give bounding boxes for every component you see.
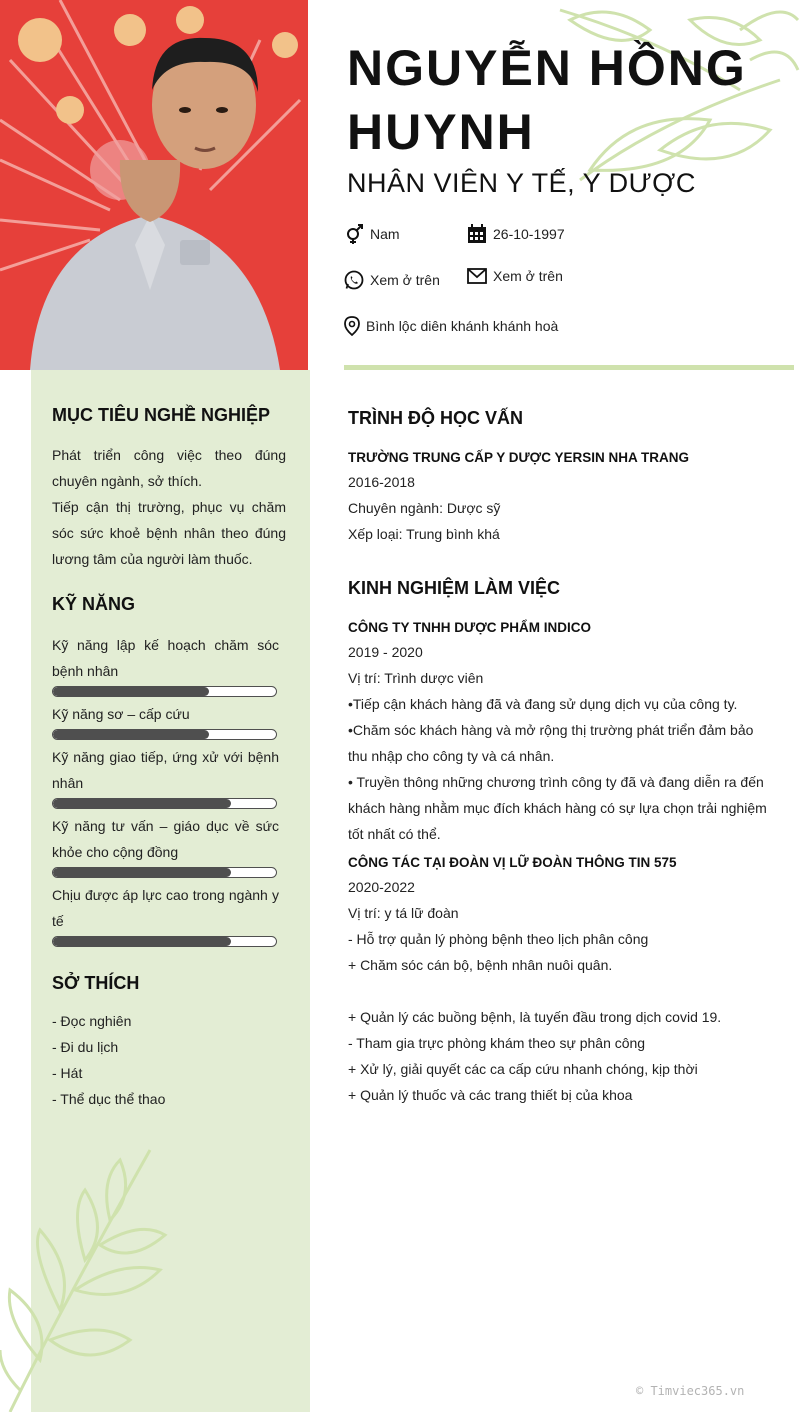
hobby-list [52, 1008, 165, 1112]
skill-bar [52, 798, 277, 809]
job-position: Vị trí: Trình dược viên [348, 670, 484, 686]
watermark: © Timviec365.vn [636, 1384, 745, 1398]
school-name: TRƯỜNG TRUNG CẤP Y DƯỢC YERSIN NHA TRANG [348, 450, 689, 465]
leaf-decoration-bottom-icon [0, 1140, 170, 1412]
objective-text [52, 442, 286, 572]
skill-label: Chịu được áp lực cao trong ngành y tế [52, 887, 279, 929]
job-duty: •Chăm sóc khách hàng và mở rộng thị trường phát triển đảm bảo [348, 722, 754, 738]
hobbies-heading: SỞ THÍCH [52, 973, 140, 993]
job-duty: thu nhập cho công ty và cá nhân. [348, 748, 555, 764]
job-duty: + Quản lý các buồng bệnh, là tuyến đầu trong dịch covid 19. [348, 1009, 722, 1025]
skill-item [52, 882, 279, 947]
skill-bar [52, 686, 277, 697]
skill-bar-fill [53, 937, 231, 946]
skill-bar [52, 729, 277, 740]
objective-line: Tiếp cận thị trường, phục vụ chăm sóc sức khoẻ bệnh nhân theo đúng lương tâm của người làm thuốc. [52, 499, 286, 567]
name-line-2: HUYNH [347, 104, 535, 160]
email-value: Xem ở trên [493, 268, 563, 284]
job-details [348, 874, 778, 1108]
objective-heading: MỤC TIÊU NGHỀ NGHIỆP [52, 405, 271, 425]
job-duty: tốt nhất có thể. [348, 826, 441, 842]
job-duty: - Hỗ trợ quản lý phòng bệnh theo lịch phân công [348, 931, 649, 947]
job-duty: + Chăm sóc cán bộ, bệnh nhân nuôi quân. [348, 957, 613, 973]
skill-item [52, 813, 279, 878]
hobby-item: - Đi du lịch [52, 1039, 119, 1055]
education-details [348, 469, 778, 547]
gender-info [344, 224, 400, 244]
birthdate-value: 26-10-1997 [493, 226, 565, 242]
email-info [467, 268, 563, 284]
hobby-item: - Hát [52, 1065, 83, 1081]
education-major: Chuyên ngành: Dược sỹ [348, 500, 501, 516]
hobby-item: - Thể dục thể thao [52, 1091, 166, 1107]
birthdate-info [467, 224, 565, 244]
job-duty: khách hàng nhằm mục đích khách hàng có sự lựa chọn trải nghiệm [348, 800, 767, 816]
skill-bar-fill [53, 868, 231, 877]
skill-bar-fill [53, 687, 209, 696]
job-duty: + Quản lý thuốc và các trang thiết bị của khoa [348, 1087, 633, 1103]
location-pin-icon [344, 316, 360, 336]
company-name: CÔNG TY TNHH DƯỢC PHẨM INDICO [348, 620, 591, 635]
skill-bar [52, 867, 277, 878]
mail-icon [467, 268, 487, 284]
whatsapp-icon [344, 270, 364, 290]
skills-heading: KỸ NĂNG [52, 594, 136, 614]
gender-icon [344, 224, 364, 244]
address-value: Bình lộc diên khánh khánh hoà [366, 318, 559, 334]
skill-label: Kỹ năng tư vấn – giáo dục về sức khỏe cho cộng đồng [52, 818, 279, 860]
skill-bar-fill [53, 799, 231, 808]
header-divider [344, 365, 794, 370]
skill-item [52, 744, 279, 809]
objective-line: Phát triển công việc theo đúng chuyên ngành, sở thích. [52, 447, 286, 489]
address-info [344, 316, 558, 336]
job-details [348, 639, 778, 847]
hobby-item: - Đọc nghiên [52, 1013, 132, 1029]
job-duty [348, 978, 778, 1004]
phone-info [344, 270, 440, 290]
skill-label: Kỹ năng sơ – cấp cứu [52, 706, 190, 722]
gender-value: Nam [370, 226, 400, 242]
job-duty: + Xử lý, giải quyết các ca cấp cứu nhanh chóng, kịp thời [348, 1061, 698, 1077]
job-duty: •Tiếp cận khách hàng đã và đang sử dụng dịch vụ của công ty. [348, 696, 738, 712]
skill-bar [52, 936, 277, 947]
company-name: CÔNG TÁC TẠI ĐOÀN VỊ LỮ ĐOÀN THÔNG TIN 575 [348, 855, 677, 870]
candidate-name [347, 36, 777, 164]
job-position: Vị trí: y tá lữ đoàn [348, 905, 459, 921]
phone-value: Xem ở trên [370, 272, 440, 288]
job-duty: • Truyền thông những chương trình công ty đã và đang diễn ra đến [348, 774, 764, 790]
calendar-icon [467, 224, 487, 244]
skill-label: Kỹ năng lập kế hoạch chăm sóc bệnh nhân [52, 637, 279, 679]
education-heading: TRÌNH ĐỘ HỌC VẤN [348, 408, 523, 428]
profile-photo [0, 0, 308, 370]
job-title: NHÂN VIÊN Y TẾ, Y DƯỢC [347, 168, 696, 198]
experience-heading: KINH NGHIỆM LÀM VIỆC [348, 578, 561, 598]
education-years: 2016-2018 [348, 474, 415, 490]
skill-item [52, 632, 279, 697]
education-rank: Xếp loại: Trung bình khá [348, 526, 500, 542]
job-years: 2019 - 2020 [348, 644, 423, 660]
skill-label: Kỹ năng giao tiếp, ứng xử với bệnh nhân [52, 749, 279, 791]
name-line-1: NGUYỄN HỒNG [347, 40, 747, 96]
job-duty: - Tham gia trực phòng khám theo sự phân công [348, 1035, 646, 1051]
job-years: 2020-2022 [348, 879, 415, 895]
skill-item [52, 701, 279, 740]
skill-bar-fill [53, 730, 209, 739]
